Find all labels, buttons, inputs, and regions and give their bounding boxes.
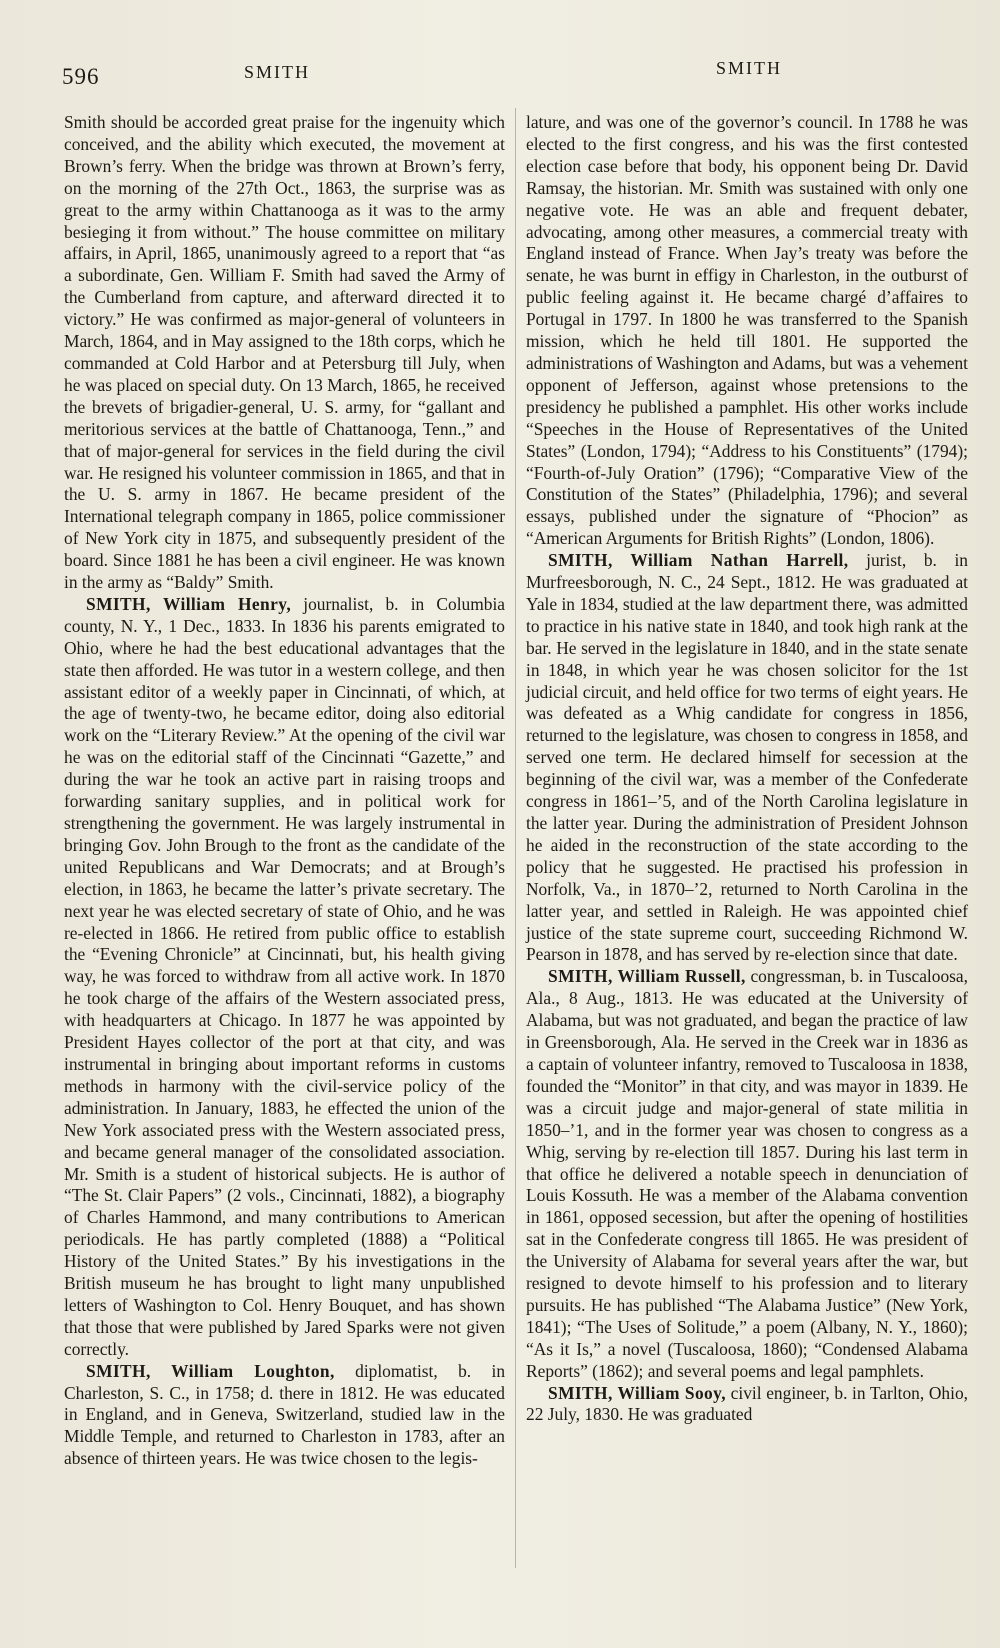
entry-william-loughton-smith	[64, 1361, 505, 1471]
entry-heading: SMITH, William Nathan Harrell,	[548, 550, 849, 571]
entry-william-russell-smith	[526, 966, 968, 1382]
entry-heading: SMITH, William Sooy,	[548, 1382, 727, 1403]
page-number: 596	[62, 64, 100, 89]
entry-text: diplomatist, b. in Charleston, S. C., in 1758; d. there in 1812. He was educated in England, and in Geneva, Switzerland, studied law in the Middle Temple, and returned to Charleston in 1783, after an absence of thirteen years. He was twice chosen to the legis-	[64, 1360, 506, 1469]
entry-text: jurist, b. in Murfreesborough, N. C., 24 Sept., 1812. He was graduated at Yale in 1834, studied at the law department there, was admitted to practice in his native state in 1840, and took high rank at the bar. He served in the legislature in 1840, and in the state senate in 1848, in which year he was chosen solicitor for the 1st judicial circuit, and held office for two terms of eight years. He was defeated as a Whig candidate for congress in 1856, returned to the legislature, was chosen to congress in 1858, and served one term. He declared himself for secession at the beginning of the civil war, was a member of the Confederate congress in 1861–’5, and of the North Carolina legislature in the latter year. During the administration of President Johnson he aided in the reconstruction of the state according to the policy that he suggested. He practised his profession in Norfolk, Va., in 1870–’2, returned to North Carolina in the latter year, and settled in Raleigh. He was appointed chief justice of the state supreme court, succeeding Richmond W. Pearson in 1878, and has served by re-election since that date.	[526, 550, 968, 965]
continued-paragraph: Smith should be accorded great praise for the ingenuity which conceived, and the ability which executed, the movement at Brown’s ferry. When the bridge was thrown at Brown’s ferry, on the morning of the 27th Oct., 1863, the surprise was as great to the army within Chattanooga as it was to the army besieging it from without.” The house committee on military affairs, in April, 1865, unanimously agreed to a report that “as a subordinate, Gen. William F. Smith had saved the Army of the Cumberland from capture, and afterward directed it to victory.” He was confirmed as major-general of volunteers in March, 1864, and in May assigned to the 18th corps, which he commanded at Cold Harbor and at Petersburg till July, when he was placed on special duty. On 13 March, 1865, he received the brevets of brigadier-general, U. S. army, for “gallant and meritorious services at the battle of Chattanooga, Tenn.,” and that of major-general for services in the field during the civil war. He resigned his volunteer commission in 1865, and that in the U. S. army in 1867. He became president of the International telegraph company in 1865, police commissioner of New York city in 1875, and subsequently president of the board. Since 1881 he has been a civil engineer. He was known in the army as “Baldy” Smith.	[64, 112, 505, 593]
entry-heading: SMITH, William Loughton,	[86, 1360, 335, 1381]
entry-heading: SMITH, William Henry,	[86, 593, 292, 614]
running-header	[0, 58, 1000, 98]
entry-william-henry-smith	[64, 594, 505, 1361]
entry-heading: SMITH, William Russell,	[548, 966, 746, 987]
entry-william-sooy-smith	[526, 1383, 968, 1427]
entry-text: civil engineer, b. in Tarlton, Ohio, 22 July, 1830. He was graduated	[526, 1382, 968, 1425]
column-divider	[515, 108, 516, 1568]
entry-text: congressman, b. in Tuscaloosa, Ala., 8 Aug., 1813. He was educated at the University of Alabama, but was not graduated, and began the practice of law in Greensborough, Ala. He served in the Creek war in 1836 as a captain of volunteer infantry, removed to Tuscaloosa in 1838, founded the “Monitor” in that city, and was mayor in 1839. He was a circuit judge and major-general of state militia in 1850–’1, and in the former year was chosen to congress as a Whig, serving by re-election till 1857. During his last term in that office he delivered a notable speech in denunciation of Louis Kossuth. He was a member of the Alabama convention in 1861, opposed secession, but after the opening of hostilities sat in the Confederate congress till 1865. He was president of the University of Alabama for several years after the war, but resigned to devote himself to his profession and to literary pursuits. He has published “The Alabama Justice” (New York, 1841); “The Uses of Solitude,” a poem (Albany, N. Y., 1860); “As it Is,” a novel (Tuscaloosa, 1860); “Condensed Alabama Reports” (1862); and several poems and legal pamphlets.	[526, 966, 968, 1381]
running-title-right: SMITH	[716, 58, 783, 78]
left-column	[64, 112, 505, 1470]
entry-william-nathan-harrell-smith	[526, 550, 968, 966]
running-title-left: SMITH	[244, 62, 311, 82]
entry-text: journalist, b. in Columbia county, N. Y., 1 Dec., 1833. In 1836 his parents emigrated to Ohio, where he had the best educational advantages that the state then afforded. He was tutor in a western college, and then assistant editor of a weekly paper in Cincinnati, of which, at the age of twenty-two, he became editor, doing also editorial work on the “Literary Review.” At the opening of the civil war he was on the editorial staff of the Cincinnati “Gazette,” and during the war he took an active part in raising troops and forwarding sanitary supplies, and in political work for strengthening the government. He was largely instrumental in bringing Gov. John Brough to the front as the candidate of the united Republicans and War Democrats; and at Brough’s election, in 1863, he became the latter’s private secretary. The next year he was elected secretary of state of Ohio, and he was re-elected in 1866. He retired from public office to establish the “Evening Chronicle” at Cincinnati, but, his health giving way, he was forced to withdraw from all active work. In 1870 he took charge of the affairs of the Western associated press, with headquarters at Chicago. In 1877 he was appointed by President Hayes collector of the port at that city, and was instrumental in bringing about important reforms in customs methods in harmony with the civil-service policy of the administration. In January, 1883, he effected the union of the New York associated press with the Western associated press, and became general manager of the consolidated association. Mr. Smith is a student of historical subjects. He is author of “The St. Clair Papers” (2 vols., Cincinnati, 1882), a biography of Charles Hammond, and many contributions to American periodicals. He has partly completed (1888) a “Political History of the United States.” By his investigations in the British museum he has brought to light many unpublished letters of Washington to Col. Henry Bouquet, and has shown that those that were published by Jared Sparks were not given correctly.	[64, 593, 505, 1359]
continued-paragraph: lature, and was one of the governor’s council. In 1788 he was elected to the first congress, and his was the first contested election case before that body, his opponent being Dr. David Ramsay, the historian. Mr. Smith was sustained with only one negative vote. He was an able and frequent debater, advocating, among other measures, a commercial treaty with England instead of France. When Jay’s treaty was before the senate, he was burnt in effigy in Charleston, in the outburst of public feeling against it. He became chargé d’affaires to Portugal in 1797. In 1800 he was transferred to the Spanish mission, which he held till 1801. He supported the administrations of Washington and Adams, but was a vehement opponent of Jefferson, against whose pretensions to the presidency he published a pamphlet. His other works include “Speeches in the House of Representatives of the United States” (London, 1794); “Address to his Constituents” (1794); “Fourth-of-July Oration” (1796); “Comparative View of the Constitution of the States” (Philadelphia, 1796); and several essays, published under the signature of “Phocion” as “American Arguments for British Rights” (London, 1806).	[526, 112, 968, 549]
right-column	[526, 112, 968, 1426]
